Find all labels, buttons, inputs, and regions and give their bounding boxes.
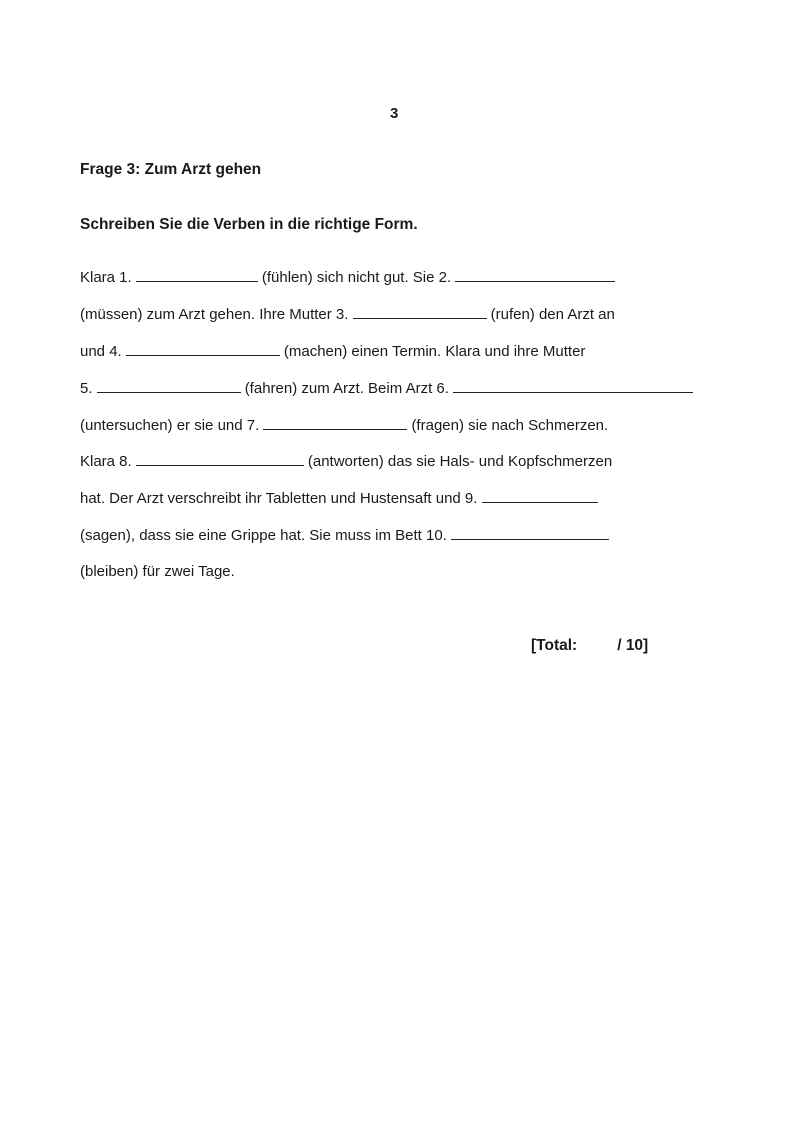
answer-blank-3[interactable] [353,317,487,319]
text-line [80,417,608,434]
text-line [80,563,235,580]
text: (bleiben) für zwei Tage. [80,563,235,580]
text: Klara 8. [80,453,136,470]
text: 5. [80,380,97,397]
answer-blank-8[interactable] [136,464,304,466]
text-line [80,269,619,286]
text: (rufen) den Arzt an [490,306,615,323]
text-line [80,306,615,323]
total-score [531,637,648,655]
instruction: Schreiben Sie die Verben in die richtige Form. [80,216,418,233]
text: hat. Der Arzt verschreibt ihr Tabletten und Hustensaft und 9. [80,490,482,507]
text: (untersuchen) er sie und 7. [80,417,264,434]
page-number: 3 [390,105,399,122]
total-label: [Total: [531,637,578,654]
answer-blank-10[interactable] [451,538,609,540]
answer-blank-2[interactable] [455,280,615,282]
text: (sagen), dass sie eine Grippe hat. Sie muss im Bett 10. [80,527,452,544]
question-title: Frage 3: Zum Arzt gehen [80,161,262,178]
answer-blank-6[interactable] [453,391,693,393]
text-line [80,343,585,360]
text: (antworten) das sie Hals- und Kopfschmerzen [307,453,613,470]
text-line [80,453,612,470]
answer-blank-5[interactable] [97,391,241,393]
text-line [80,490,602,507]
text: (fühlen) sich nicht gut. Sie 2. [261,269,456,286]
answer-blank-4[interactable] [126,354,280,356]
text: Klara 1. [80,269,136,286]
text: (machen) einen Termin. Klara und ihre Mutter [283,343,586,360]
text: (fragen) sie nach Schmerzen. [411,417,609,434]
total-max: / 10] [617,637,649,654]
answer-blank-9[interactable] [482,501,598,503]
answer-blank-1[interactable] [136,280,258,282]
answer-blank-7[interactable] [263,428,407,430]
text: und 4. [80,343,126,360]
text: (fahren) zum Arzt. Beim Arzt 6. [244,380,454,397]
text-line [80,527,613,544]
text: (müssen) zum Arzt gehen. Ihre Mutter 3. [80,306,353,323]
text-line [80,380,697,397]
